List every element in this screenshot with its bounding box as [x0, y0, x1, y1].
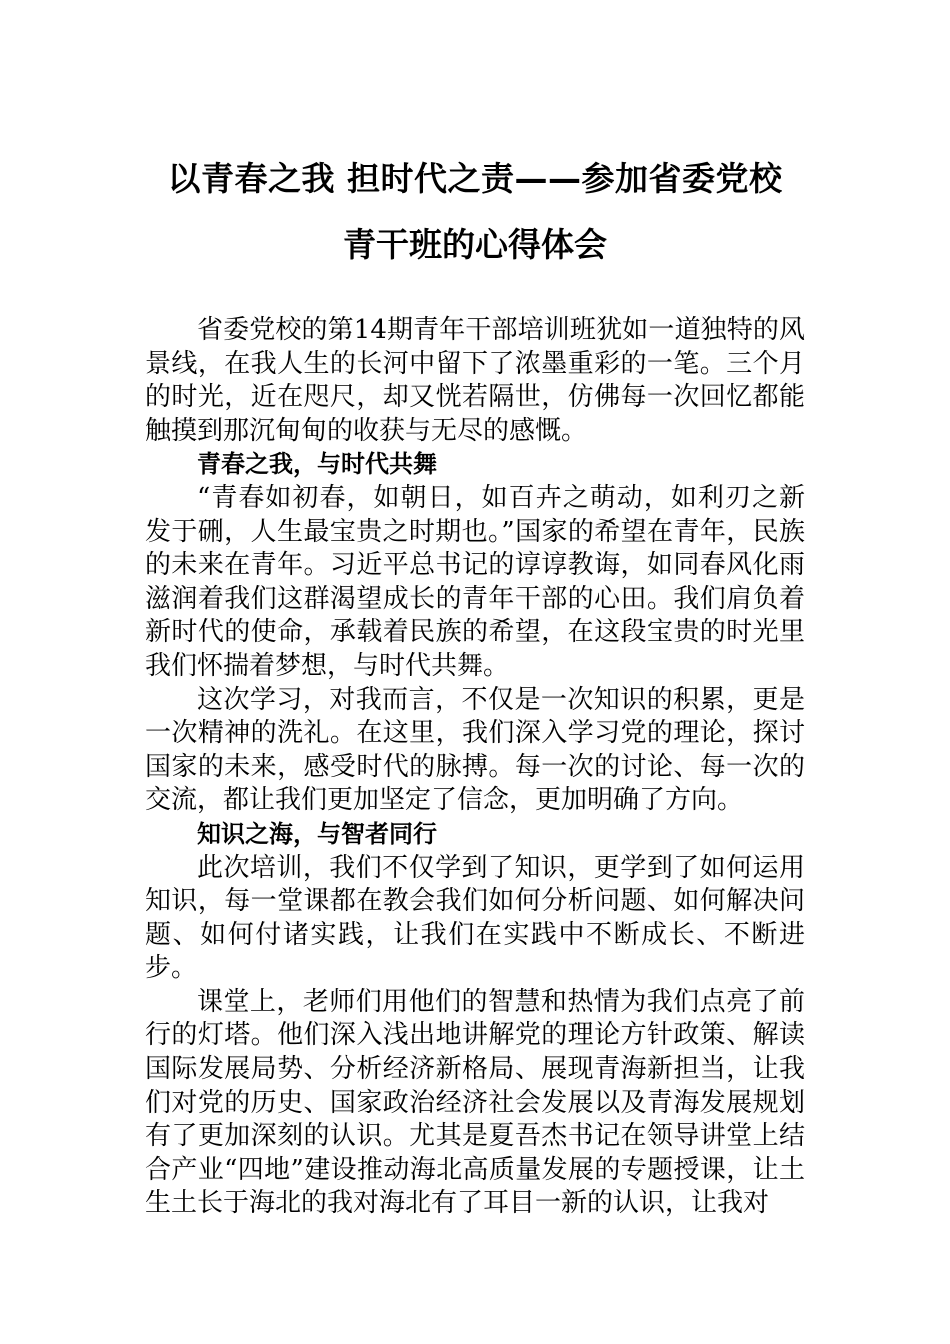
intro-paragraph: 省委党校的第14期青年干部培训班犹如一道独特的风景线，在我人生的长河中留下了浓墨重彩的一笔。三个月的时光，近在咫尺，却又恍若隔世，仿佛每一次回忆都能触摸到那沉甸甸的收获与无尽的感慨。 — [145, 315, 805, 446]
section-heading-knowledge: 知识之海，与智者同行 — [197, 819, 437, 848]
document-page — [145, 160, 805, 1221]
document-body — [145, 314, 805, 1221]
youth-paragraph-1: “青春如初春，如朝日，如百卉之萌动，如利刃之新发于硎，人生最宝贵之时期也。”国家的希望在青年，民族的未来在青年。习近平总书记的谆谆教诲，如同春风化雨滋润着我们这群渴望成长的青年干部的心田。我们肩负着新时代的使命，承载着民族的希望，在这段宝贵的时光里我们怀揣着梦想，与时代共舞。 — [145, 482, 805, 681]
section-heading-youth: 青春之我，与时代共舞 — [197, 450, 437, 479]
document-title-line-1: 以青春之我 担时代之责——参加省委党校 — [167, 159, 783, 198]
knowledge-paragraph-1: 此次培训，我们不仅学到了知识，更学到了如何运用知识，每一堂课都在教会我们如何分析问题、如何解决问题、如何付诸实践，让我们在实践中不断成长、不断进步。 — [145, 852, 805, 984]
youth-paragraph-2: 这次学习，对我而言，不仅是一次知识的积累，更是一次精神的洗礼。在这里，我们深入学习党的理论，探讨国家的未来，感受时代的脉搏。每一次的讨论、每一次的交流，都让我们更加坚定了信念，更加明确了方向。 — [145, 684, 805, 816]
knowledge-paragraph-2: 课堂上，老师们用他们的智慧和热情为我们点亮了前行的灯塔。他们深入浅出地讲解党的理论方针政策、解读国际发展局势、分析经济新格局、展现青海新担当，让我们对党的历史、国家政治经济社会发展以及青海发展规划有了更加深刻的认识。尤其是夏吾杰书记在领导讲堂上结合产业“四地”建设推动海北高质量发展的专题授课，让土生土长于海北的我对海北有了耳目一新的认识，让我对 — [145, 986, 805, 1219]
document-title-line-2: 青干班的心得体会 — [343, 225, 607, 264]
